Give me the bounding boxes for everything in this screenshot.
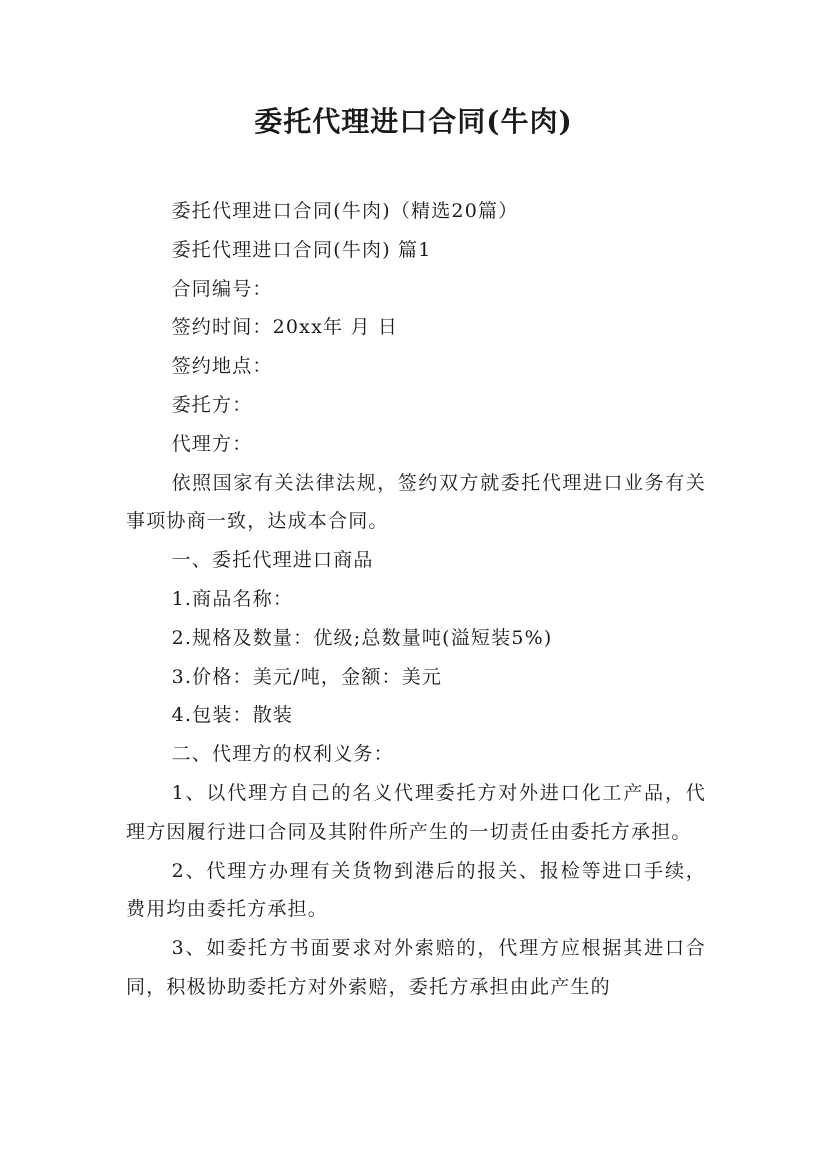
- subtitle-selected: 委托代理进口合同(牛肉)（精选20篇）: [171, 200, 519, 222]
- goods-name-item: 1.商品名称：: [171, 587, 294, 610]
- document-title: 委托代理进口合同(牛肉): [254, 105, 573, 138]
- goods-price-item: 3.价格：美元/吨，金额：美元: [171, 665, 443, 688]
- agent-duty-1: 1、以代理方自己的名义代理委托方对外进口化工产品，代理方因履行进口合同及其附件所产生的一切责任由委托方承担。: [126, 781, 706, 843]
- principal-line: 委托方：: [171, 393, 253, 416]
- contract-number-line: 合同编号：: [171, 277, 273, 300]
- clause-heading-goods: 一、委托代理进口商品: [171, 549, 374, 572]
- signing-time-line: 签约时间：20xx年 月 日: [171, 316, 399, 339]
- goods-packing-item: 4.包装：散装: [171, 704, 294, 727]
- goods-spec-item: 2.规格及数量：优级;总数量吨(溢短装5%): [171, 626, 553, 649]
- preamble-paragraph: 依照国家有关法律法规，签约双方就委托代理进口业务有关事项协商一致，达成本合同。: [126, 471, 706, 533]
- clause-heading-agent-duties: 二、代理方的权利义务：: [171, 743, 394, 766]
- agent-duty-2: 2、代理方办理有关货物到港后的报关、报检等进口手续，费用均由委托方承担。: [126, 859, 706, 921]
- section-heading-part1: 委托代理进口合同(牛肉) 篇1: [171, 238, 432, 261]
- signing-place-line: 签约地点：: [171, 355, 273, 378]
- agent-duty-3: 3、如委托方书面要求对外索赔的，代理方应根据其进口合同，积极协助委托方对外索赔，委托方承担由此产生的: [126, 937, 706, 998]
- agent-line: 代理方：: [171, 432, 253, 455]
- document-body: [126, 192, 706, 1007]
